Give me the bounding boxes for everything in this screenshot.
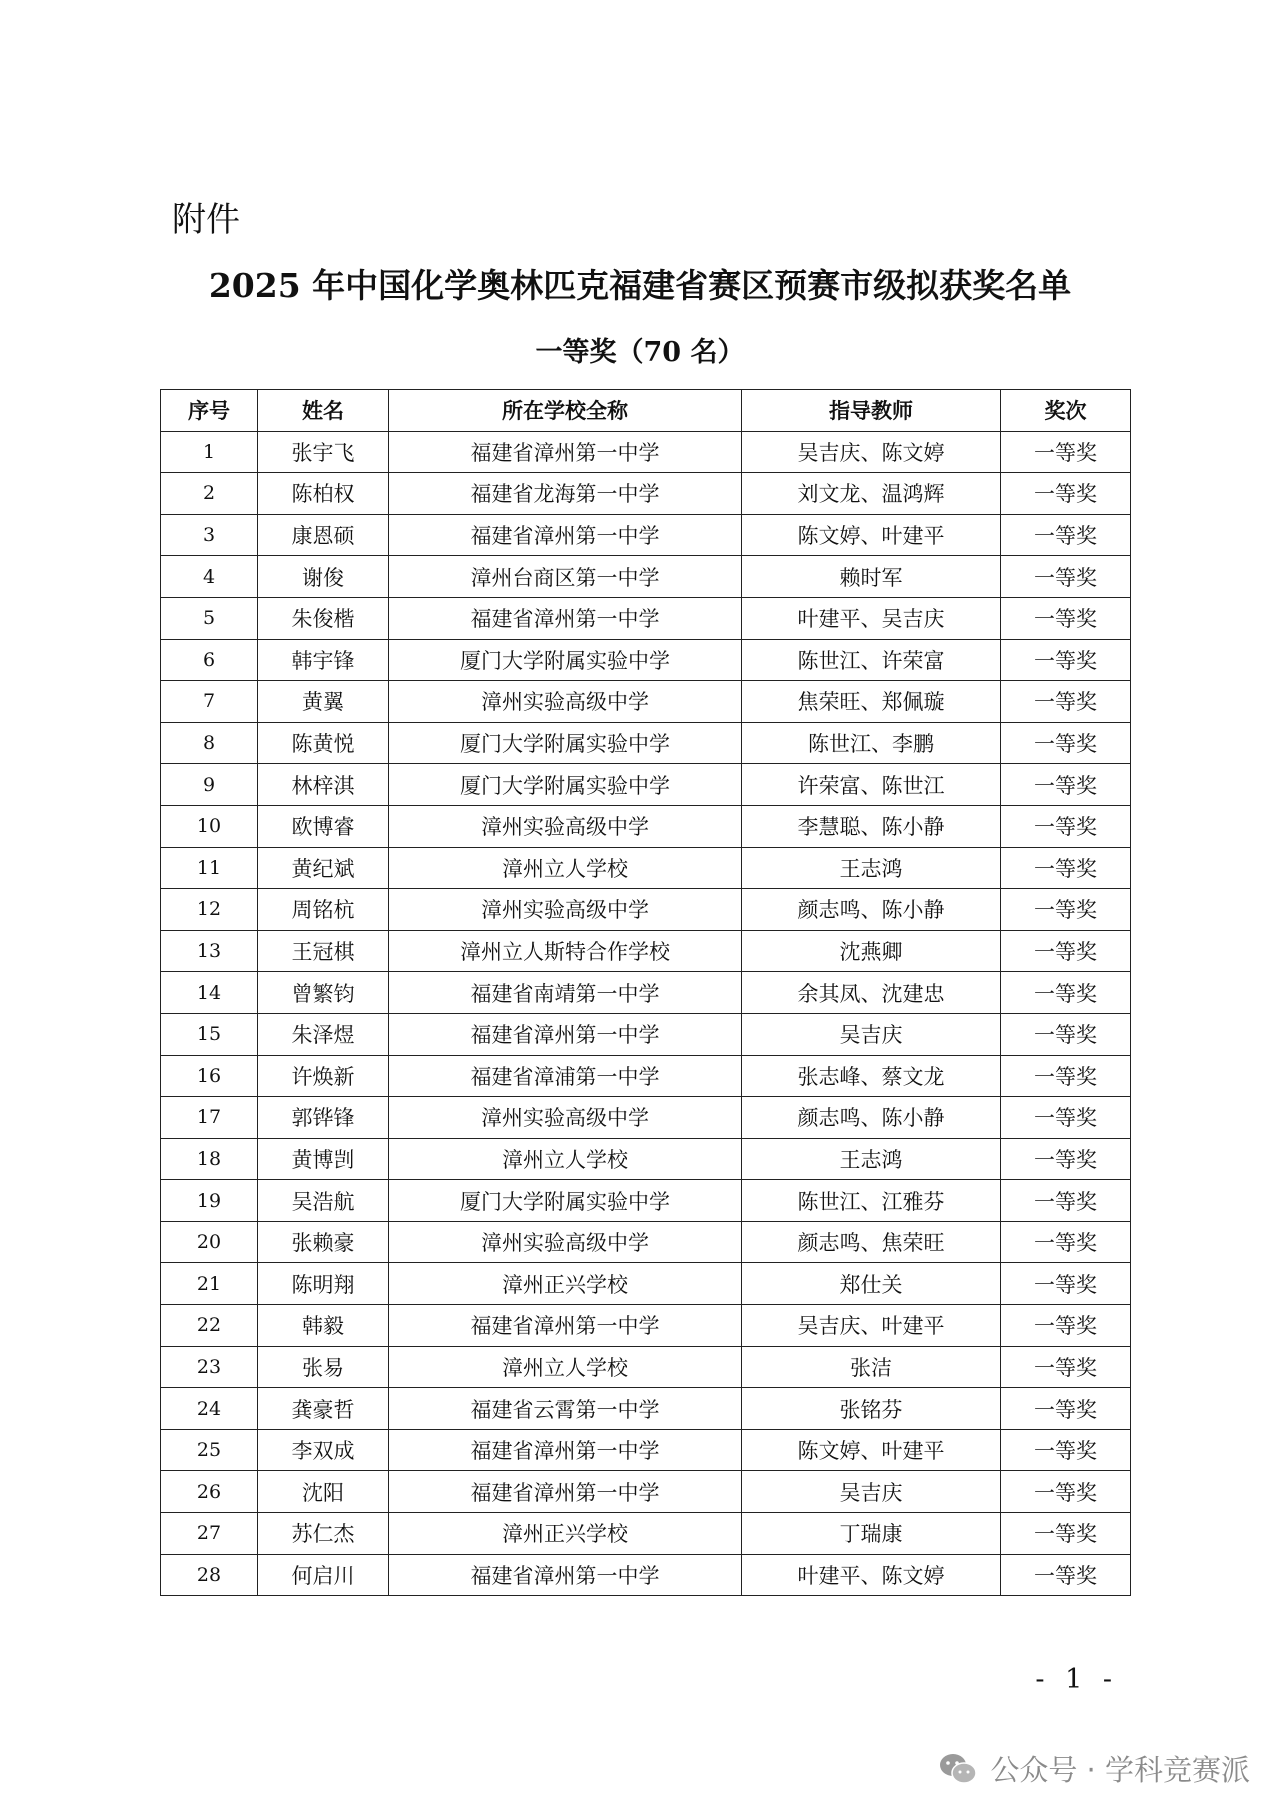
award-level-cell: 一等奖 <box>1001 1055 1131 1097</box>
award-level-cell: 一等奖 <box>1001 1554 1131 1596</box>
row-index-cell: 5 <box>161 597 258 639</box>
table-row <box>161 473 1131 515</box>
student-name-cell: 周铭杭 <box>258 889 389 931</box>
teacher-names-cell: 沈燕卿 <box>742 930 1001 972</box>
col-header-award: 奖次 <box>1001 390 1131 432</box>
teacher-names-cell: 刘文龙、温鸿辉 <box>742 473 1001 515</box>
student-name-cell: 苏仁杰 <box>258 1513 389 1555</box>
table-row <box>161 972 1131 1014</box>
row-index-cell: 21 <box>161 1263 258 1305</box>
school-name-cell: 漳州正兴学校 <box>389 1263 742 1305</box>
table-row <box>161 1388 1131 1430</box>
table-row <box>161 1013 1131 1055</box>
school-name-cell: 漳州实验高级中学 <box>389 681 742 723</box>
table-row <box>161 764 1131 806</box>
school-name-cell: 漳州立人学校 <box>389 847 742 889</box>
table-row <box>161 1305 1131 1347</box>
table-row <box>161 1471 1131 1513</box>
table-row <box>161 1513 1131 1555</box>
row-index-cell: 14 <box>161 972 258 1014</box>
school-name-cell: 福建省南靖第一中学 <box>389 972 742 1014</box>
school-name-cell: 福建省漳州第一中学 <box>389 1471 742 1513</box>
teacher-names-cell: 张志峰、蔡文龙 <box>742 1055 1001 1097</box>
teacher-names-cell: 丁瑞康 <box>742 1513 1001 1555</box>
table-row <box>161 1097 1131 1139</box>
school-name-cell: 福建省漳州第一中学 <box>389 1013 742 1055</box>
award-level-subtitle: 一等奖（70 名） <box>535 337 745 368</box>
teacher-names-cell: 余其凤、沈建忠 <box>742 972 1001 1014</box>
teacher-names-cell: 吴吉庆 <box>742 1013 1001 1055</box>
school-name-cell: 漳州实验高级中学 <box>389 1221 742 1263</box>
award-level-cell: 一等奖 <box>1001 972 1131 1014</box>
award-level-cell: 一等奖 <box>1001 1013 1131 1055</box>
student-name-cell: 黄博剀 <box>258 1138 389 1180</box>
student-name-cell: 林梓淇 <box>258 764 389 806</box>
table-row <box>161 889 1131 931</box>
student-name-cell: 谢俊 <box>258 556 389 598</box>
table-header-row <box>161 390 1131 432</box>
award-level-cell: 一等奖 <box>1001 431 1131 473</box>
award-level-cell: 一等奖 <box>1001 889 1131 931</box>
row-index-cell: 2 <box>161 473 258 515</box>
table-row <box>161 597 1131 639</box>
school-name-cell: 厦门大学附属实验中学 <box>389 764 742 806</box>
teacher-names-cell: 张铭芬 <box>742 1388 1001 1430</box>
school-name-cell: 漳州立人学校 <box>389 1346 742 1388</box>
student-name-cell: 许焕新 <box>258 1055 389 1097</box>
school-name-cell: 漳州实验高级中学 <box>389 805 742 847</box>
school-name-cell: 漳州台商区第一中学 <box>389 556 742 598</box>
row-index-cell: 23 <box>161 1346 258 1388</box>
school-name-cell: 福建省漳州第一中学 <box>389 514 742 556</box>
teacher-names-cell: 赖时军 <box>742 556 1001 598</box>
teacher-names-cell: 吴吉庆 <box>742 1471 1001 1513</box>
award-level-cell: 一等奖 <box>1001 847 1131 889</box>
row-index-cell: 11 <box>161 847 258 889</box>
row-index-cell: 3 <box>161 514 258 556</box>
watermark <box>938 1748 1250 1789</box>
row-index-cell: 26 <box>161 1471 258 1513</box>
table-row <box>161 1180 1131 1222</box>
student-name-cell: 陈黄悦 <box>258 722 389 764</box>
school-name-cell: 漳州实验高级中学 <box>389 889 742 931</box>
student-name-cell: 康恩硕 <box>258 514 389 556</box>
row-index-cell: 16 <box>161 1055 258 1097</box>
student-name-cell: 王冠棋 <box>258 930 389 972</box>
student-name-cell: 沈阳 <box>258 1471 389 1513</box>
award-level-cell: 一等奖 <box>1001 639 1131 681</box>
school-name-cell: 漳州正兴学校 <box>389 1513 742 1555</box>
row-index-cell: 18 <box>161 1138 258 1180</box>
school-name-cell: 福建省漳州第一中学 <box>389 431 742 473</box>
col-header-name: 姓名 <box>258 390 389 432</box>
award-level-cell: 一等奖 <box>1001 930 1131 972</box>
student-name-cell: 韩宇锋 <box>258 639 389 681</box>
document-title: 2025 年中国化学奥林匹克福建省赛区预赛市级拟获奖名单 <box>208 266 1072 305</box>
school-name-cell: 厦门大学附属实验中学 <box>389 1180 742 1222</box>
award-level-cell: 一等奖 <box>1001 805 1131 847</box>
teacher-names-cell: 陈文婷、叶建平 <box>742 1429 1001 1471</box>
school-name-cell: 漳州立人学校 <box>389 1138 742 1180</box>
school-name-cell: 漳州实验高级中学 <box>389 1097 742 1139</box>
row-index-cell: 12 <box>161 889 258 931</box>
student-name-cell: 陈柏权 <box>258 473 389 515</box>
school-name-cell: 厦门大学附属实验中学 <box>389 722 742 764</box>
row-index-cell: 22 <box>161 1305 258 1347</box>
award-level-cell: 一等奖 <box>1001 681 1131 723</box>
school-name-cell: 福建省云霄第一中学 <box>389 1388 742 1430</box>
student-name-cell: 郭铧锋 <box>258 1097 389 1139</box>
school-name-cell: 福建省龙海第一中学 <box>389 473 742 515</box>
award-level-cell: 一等奖 <box>1001 764 1131 806</box>
row-index-cell: 25 <box>161 1429 258 1471</box>
teacher-names-cell: 陈世江、李鹏 <box>742 722 1001 764</box>
teacher-names-cell: 许荣富、陈世江 <box>742 764 1001 806</box>
school-name-cell: 福建省漳州第一中学 <box>389 1554 742 1596</box>
wechat-icon <box>938 1752 978 1786</box>
teacher-names-cell: 陈世江、江雅芬 <box>742 1180 1001 1222</box>
page-number: - 1 - <box>1035 1664 1118 1695</box>
school-name-cell: 福建省漳州第一中学 <box>389 1429 742 1471</box>
award-level-cell: 一等奖 <box>1001 1471 1131 1513</box>
row-index-cell: 27 <box>161 1513 258 1555</box>
award-level-cell: 一等奖 <box>1001 473 1131 515</box>
table-row <box>161 556 1131 598</box>
student-name-cell: 朱泽煜 <box>258 1013 389 1055</box>
col-header-teacher: 指导教师 <box>742 390 1001 432</box>
table-row <box>161 1055 1131 1097</box>
row-index-cell: 13 <box>161 930 258 972</box>
table-row <box>161 681 1131 723</box>
table-row <box>161 722 1131 764</box>
award-level-cell: 一等奖 <box>1001 514 1131 556</box>
table-row <box>161 1221 1131 1263</box>
award-level-cell: 一等奖 <box>1001 1305 1131 1347</box>
row-index-cell: 6 <box>161 639 258 681</box>
row-index-cell: 15 <box>161 1013 258 1055</box>
teacher-names-cell: 郑仕关 <box>742 1263 1001 1305</box>
table-row <box>161 805 1131 847</box>
award-level-cell: 一等奖 <box>1001 1429 1131 1471</box>
row-index-cell: 19 <box>161 1180 258 1222</box>
student-name-cell: 李双成 <box>258 1429 389 1471</box>
student-name-cell: 陈明翔 <box>258 1263 389 1305</box>
student-name-cell: 何启川 <box>258 1554 389 1596</box>
student-name-cell: 张易 <box>258 1346 389 1388</box>
row-index-cell: 1 <box>161 431 258 473</box>
award-level-cell: 一等奖 <box>1001 1513 1131 1555</box>
table-row <box>161 930 1131 972</box>
table-row <box>161 639 1131 681</box>
award-level-cell: 一等奖 <box>1001 722 1131 764</box>
teacher-names-cell: 吴吉庆、叶建平 <box>742 1305 1001 1347</box>
student-name-cell: 张赖豪 <box>258 1221 389 1263</box>
table-row <box>161 1346 1131 1388</box>
table-row <box>161 847 1131 889</box>
award-level-cell: 一等奖 <box>1001 1180 1131 1222</box>
teacher-names-cell: 张洁 <box>742 1346 1001 1388</box>
row-index-cell: 10 <box>161 805 258 847</box>
table-row <box>161 1429 1131 1471</box>
award-level-cell: 一等奖 <box>1001 1346 1131 1388</box>
school-name-cell: 厦门大学附属实验中学 <box>389 639 742 681</box>
row-index-cell: 4 <box>161 556 258 598</box>
row-index-cell: 9 <box>161 764 258 806</box>
student-name-cell: 张宇飞 <box>258 431 389 473</box>
row-index-cell: 28 <box>161 1554 258 1596</box>
row-index-cell: 20 <box>161 1221 258 1263</box>
table-row <box>161 514 1131 556</box>
student-name-cell: 曾繁钧 <box>258 972 389 1014</box>
student-name-cell: 韩毅 <box>258 1305 389 1347</box>
attachment-label: 附件 <box>172 200 240 240</box>
table-row <box>161 431 1131 473</box>
row-index-cell: 8 <box>161 722 258 764</box>
school-name-cell: 福建省漳浦第一中学 <box>389 1055 742 1097</box>
school-name-cell: 福建省漳州第一中学 <box>389 597 742 639</box>
teacher-names-cell: 王志鸿 <box>742 1138 1001 1180</box>
table-row <box>161 1138 1131 1180</box>
student-name-cell: 吴浩航 <box>258 1180 389 1222</box>
teacher-names-cell: 王志鸿 <box>742 847 1001 889</box>
teacher-names-cell: 陈文婷、叶建平 <box>742 514 1001 556</box>
school-name-cell: 漳州立人斯特合作学校 <box>389 930 742 972</box>
award-table <box>160 389 1131 1596</box>
col-header-index: 序号 <box>161 390 258 432</box>
student-name-cell: 黄翼 <box>258 681 389 723</box>
row-index-cell: 24 <box>161 1388 258 1430</box>
teacher-names-cell: 叶建平、陈文婷 <box>742 1554 1001 1596</box>
teacher-names-cell: 叶建平、吴吉庆 <box>742 597 1001 639</box>
teacher-names-cell: 陈世江、许荣富 <box>742 639 1001 681</box>
student-name-cell: 龚豪哲 <box>258 1388 389 1430</box>
student-name-cell: 欧博睿 <box>258 805 389 847</box>
col-header-school: 所在学校全称 <box>389 390 742 432</box>
student-name-cell: 黄纪斌 <box>258 847 389 889</box>
teacher-names-cell: 李慧聪、陈小静 <box>742 805 1001 847</box>
teacher-names-cell: 颜志鸣、陈小静 <box>742 889 1001 931</box>
table-row <box>161 1263 1131 1305</box>
row-index-cell: 7 <box>161 681 258 723</box>
teacher-names-cell: 颜志鸣、焦荣旺 <box>742 1221 1001 1263</box>
table-row <box>161 1554 1131 1596</box>
table-body <box>161 431 1131 1596</box>
award-level-cell: 一等奖 <box>1001 1221 1131 1263</box>
teacher-names-cell: 焦荣旺、郑佩璇 <box>742 681 1001 723</box>
watermark-text: 公众号 · 学科竞赛派 <box>990 1753 1250 1787</box>
award-level-cell: 一等奖 <box>1001 1097 1131 1139</box>
award-level-cell: 一等奖 <box>1001 1263 1131 1305</box>
row-index-cell: 17 <box>161 1097 258 1139</box>
award-level-cell: 一等奖 <box>1001 1388 1131 1430</box>
school-name-cell: 福建省漳州第一中学 <box>389 1305 742 1347</box>
award-level-cell: 一等奖 <box>1001 556 1131 598</box>
teacher-names-cell: 颜志鸣、陈小静 <box>742 1097 1001 1139</box>
student-name-cell: 朱俊楷 <box>258 597 389 639</box>
award-level-cell: 一等奖 <box>1001 597 1131 639</box>
teacher-names-cell: 吴吉庆、陈文婷 <box>742 431 1001 473</box>
award-level-cell: 一等奖 <box>1001 1138 1131 1180</box>
